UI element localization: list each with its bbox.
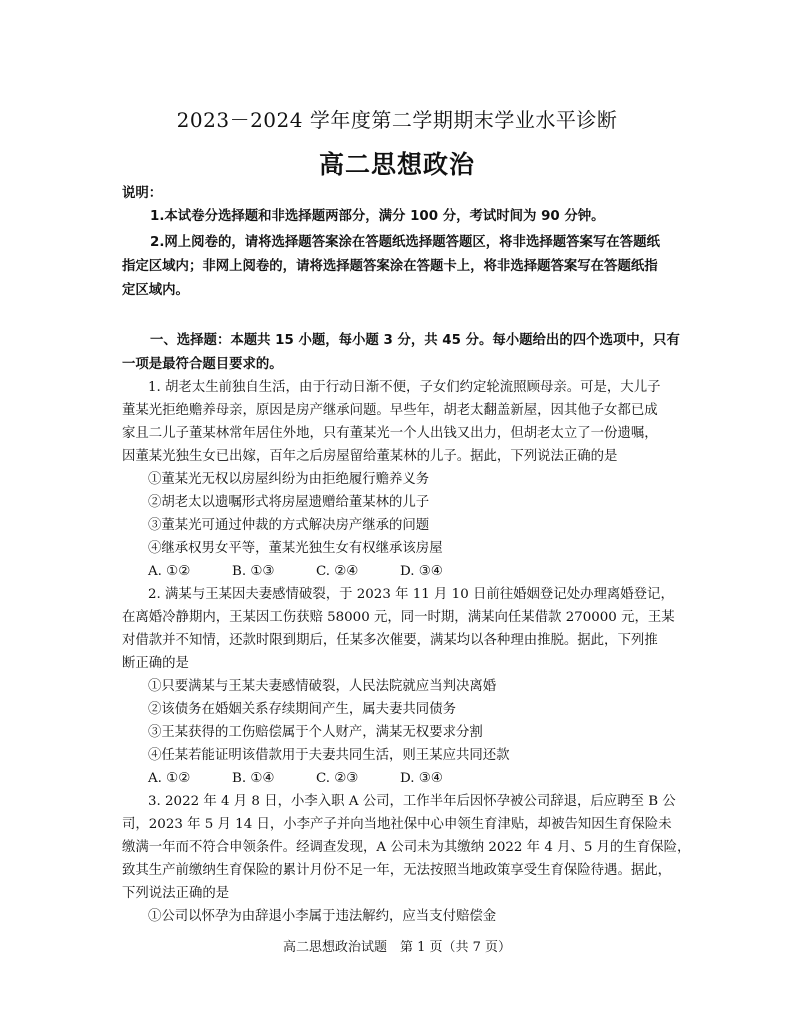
q2-option-b: B. ①④: [232, 771, 275, 786]
q1-option-a: A. ①②: [148, 564, 191, 579]
q1-statement-1: ①董某光无权以房屋纠纷为由拒绝履行赡养义务: [148, 472, 430, 487]
q2-options: [148, 768, 708, 790]
notes-label: 说明：: [122, 186, 163, 201]
q3-stem-line-4: 致其生产前缴纳生育保险的累计月份不足一年，无法按照当地政策享受生育保险待遇。据此，: [122, 863, 672, 878]
q2-statement-4: ④任某若能证明该借款用于夫妻共同生活，则王某应共同还款: [148, 748, 510, 763]
notes-item-2-line-3: 定区域内。: [122, 283, 189, 298]
notes-item-2-line-1: 2.网上阅卷的，请将选择题答案涂在答题纸选择题答题区，将非选择题答案写在答题纸: [150, 235, 660, 250]
q1-option-c: C. ②④: [316, 564, 359, 579]
q2-stem-line-2: 在离婚冷静期内，王某因工伤获赔 58000 元，同一时期，满某向任某借款 270000 元，王某: [122, 610, 675, 625]
q2-statement-3: ③王某获得的工伤赔偿属于个人财产，满某无权要求分割: [148, 725, 483, 740]
q3-statement-1: ①公司以怀孕为由辞退小李属于违法解约，应当支付赔偿金: [148, 909, 497, 924]
notes-item-2-line-2: 指定区域内；非网上阅卷的，请将选择题答案涂在答题卡上，将非选择题答案写在答题纸指: [122, 259, 658, 274]
q1-stem-line-2: 董某光拒绝赡养母亲，原因是房产继承问题。早些年，胡老太翻盖新屋，因其他子女都已成: [122, 403, 658, 418]
q1-options: [148, 561, 708, 583]
notes-item-1: 1.本试卷分选择题和非选择题两部分，满分 100 分，考试时间为 90 分钟。: [150, 209, 605, 224]
q2-option-d: D. ③④: [400, 771, 443, 786]
q2-option-a: A. ①②: [148, 771, 191, 786]
q3-stem-line-1: 3. 2022 年 4 月 8 日，小李入职 A 公司，工作半年后因怀孕被公司辞退，后应聘至 B 公: [148, 794, 676, 809]
q1-stem-line-1: 1. 胡老太生前独自生活，由于行动日渐不便，子女们约定轮流照顾母亲。可是，大儿子: [148, 380, 661, 395]
q2-stem-line-1: 2. 满某与王某因夫妻感情破裂，于 2023 年 11 月 10 日前往婚姻登记处办理离婚登记，: [148, 587, 674, 602]
section-heading-line-1: 一、选择题：本题共 15 小题，每小题 3 分，共 45 分。每小题给出的四个选项中，只有: [150, 333, 680, 348]
q3-stem-line-2: 司，2023 年 5 月 14 日，小李产子并向当地社保中心申领生育津贴，却被告知因生育保险未: [122, 817, 672, 832]
q1-option-b: B. ①③: [232, 564, 275, 579]
q2-statement-2: ②该债务在婚姻关系存续期间产生，属夫妻共同债务: [148, 702, 456, 717]
q2-stem-line-4: 断正确的是: [122, 656, 189, 671]
q1-option-d: D. ③④: [400, 564, 443, 579]
q1-stem-line-4: 因董某光独生女已出嫁，百年之后房屋留给董某林的儿子。据此，下列说法正确的是: [122, 449, 618, 464]
q2-option-c: C. ②③: [316, 771, 359, 786]
page-title: 2023－2024 学年度第二学期期末学业水平诊断: [176, 108, 618, 132]
q1-statement-2: ②胡老太以遗嘱形式将房屋遗赠给董某林的儿子: [148, 495, 430, 510]
q2-stem-line-3: 对借款并不知情，还款时限到期后，任某多次催要，满某均以各种理由推脱。据此，下列推: [122, 633, 658, 648]
page-footer: 高二思想政治试题 第 1 页（共 7 页）: [282, 940, 512, 955]
q2-statement-1: ①只要满某与王某夫妻感情破裂，人民法院就应当判决离婚: [148, 679, 497, 694]
q1-statement-3: ③董某光可通过仲裁的方式解决房产继承的问题: [148, 518, 430, 533]
q3-stem-line-5: 下列说法正确的是: [122, 886, 230, 901]
q1-statement-4: ④继承权男女平等，董某光独生女有权继承该房屋: [148, 541, 443, 556]
q1-stem-line-3: 家且二儿子董某林常年居住外地，只有董某光一个人出钱又出力，但胡老太立了一份遗嘱，: [122, 426, 658, 441]
subject-title: 高二思想政治: [318, 150, 475, 179]
q3-stem-line-3: 缴满一年而不符合申领条件。经调查发现，A 公司未为其缴纳 2022 年 4 月、5 月的生育保险，: [122, 840, 691, 855]
section-heading-line-2: 一项是最符合题目要求的。: [122, 357, 283, 372]
